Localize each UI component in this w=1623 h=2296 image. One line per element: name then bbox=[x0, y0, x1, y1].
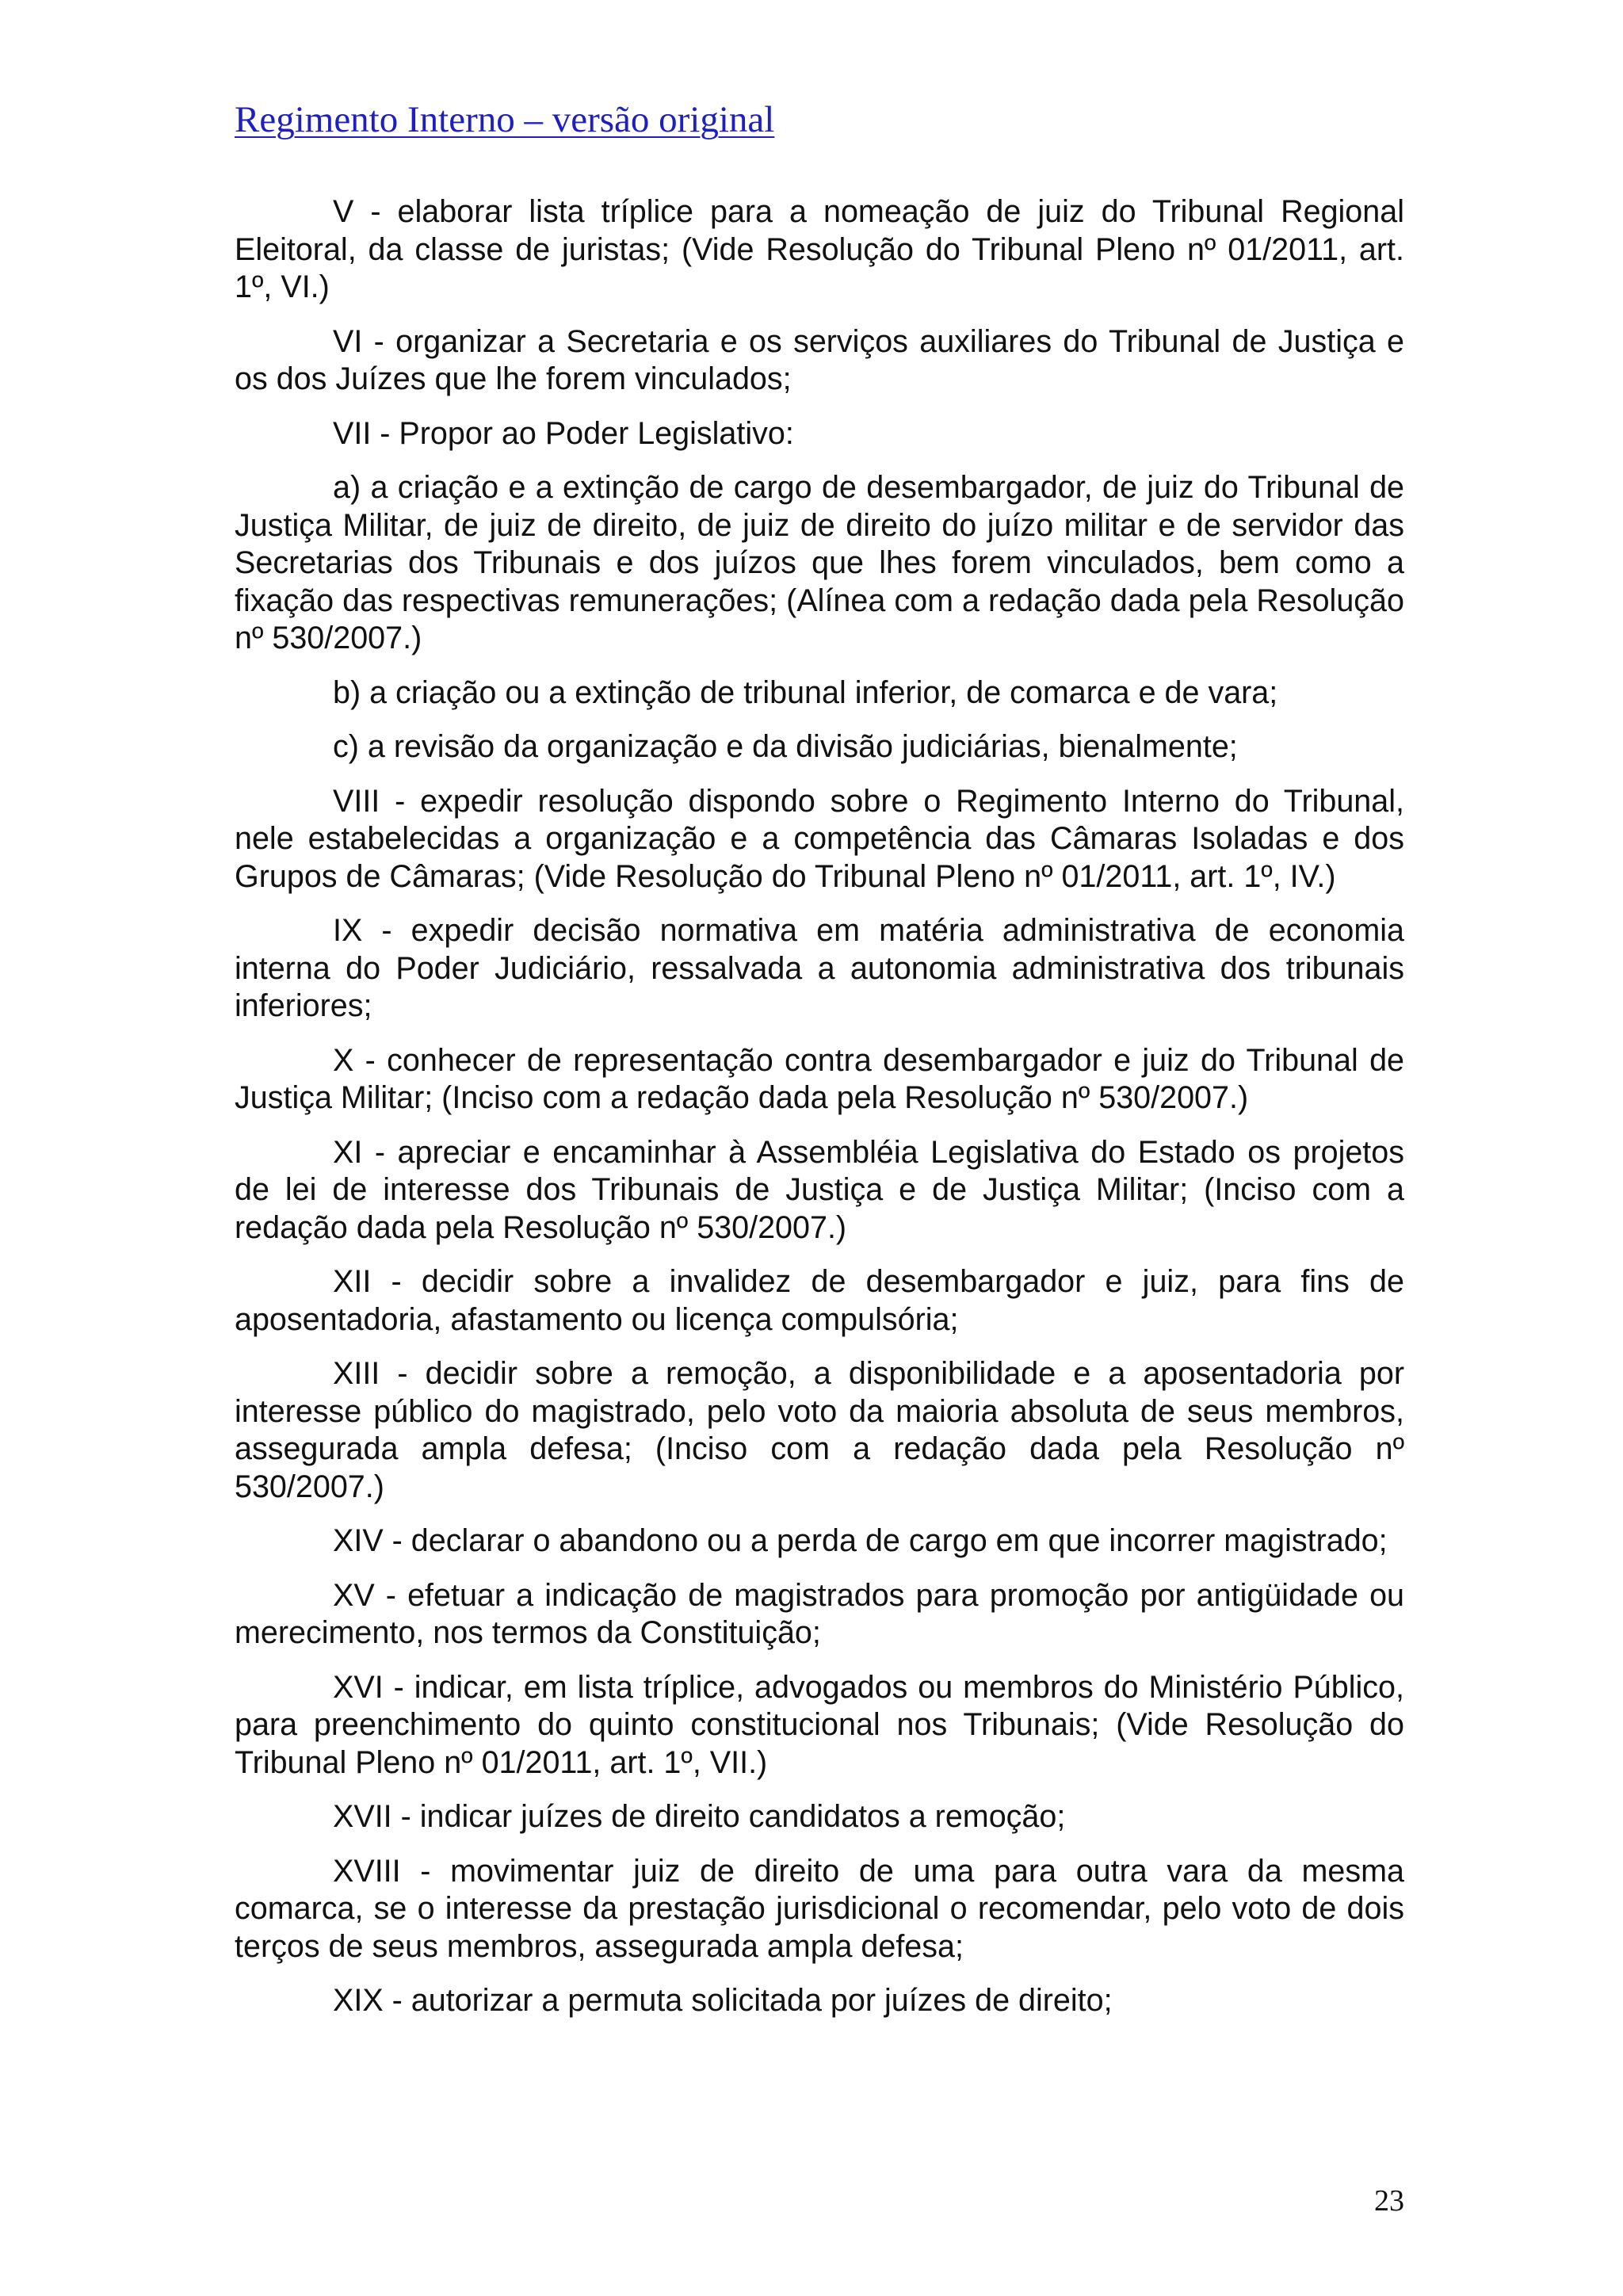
paragraph-inciso-xiii: XIII - decidir sobre a remoção, a disponibilidade e a aposentadoria por interesse público do magistrado, pelo voto da maioria absoluta de seus membros, assegurada ampla defesa; (Inciso com a redação dada pela Resolução nº 530/2007.) bbox=[235, 1356, 1404, 1504]
paragraph-inciso-xi: XI - apreciar e encaminhar à Assembléia Legislativa do Estado os projetos de lei de interesse dos Tribunais de Justiça e de Justiça Militar; (Inciso com a redação dada pela Resolução nº 530/2007.) bbox=[235, 1134, 1404, 1245]
paragraph-inciso-xviii: XVIII - movimentar juiz de direito de uma para outra vara da mesma comarca, se o interesse da prestação jurisdicional o recomendar, pelo voto de dois terços de seus membros, assegurada ampla defesa; bbox=[235, 1853, 1404, 1964]
paragraph-inciso-xiv: XIV - declarar o abandono ou a perda de cargo em que incorrer magistrado; bbox=[333, 1523, 1388, 1558]
paragraph-alinea-a: a) a criação e a extinção de cargo de desembargador, de juiz do Tribunal de Justiça Militar, de juiz de direito, de juiz de direito do juízo militar e de servidor das Secretarias dos Tribunais e dos juízos que lhes forem vinculados, bem como a fixação das respectivas remunerações; (Alínea com a redação dada pela Resolução nº 530/2007.) bbox=[235, 470, 1404, 655]
paragraph-alinea-c: c) a revisão da organização e da divisão judiciárias, bienalmente; bbox=[333, 729, 1238, 764]
paragraph-inciso-xix: XIX - autorizar a permuta solicitada por juízes de direito; bbox=[333, 1983, 1113, 2018]
paragraph-alinea-b: b) a criação ou a extinção de tribunal inferior, de comarca e de vara; bbox=[333, 674, 1278, 710]
paragraph-inciso-v: V - elaborar lista tríplice para a nomeação de juiz do Tribunal Regional Eleitoral, da classe de juristas; (Vide Resolução do Tribunal Pleno nº 01/2011, art. 1º, VI.) bbox=[235, 194, 1404, 304]
document-title-link[interactable]: Regimento Interno – versão original bbox=[235, 99, 775, 140]
paragraph-inciso-vii: VII - Propor ao Poder Legislativo: bbox=[333, 415, 794, 451]
paragraph-inciso-xvii: XVII - indicar juízes de direito candidatos a remoção; bbox=[333, 1799, 1066, 1834]
document-body bbox=[235, 193, 1404, 2037]
paragraph-inciso-ix: IX - expedir decisão normativa em matéria administrativa de economia interna do Poder Judiciário, ressalvada a autonomia administrativa dos tribunais inferiores; bbox=[235, 913, 1404, 1023]
paragraph-inciso-xvi: XVI - indicar, em lista tríplice, advogados ou membros do Ministério Público, para preenchimento do quinto constitucional nos Tribunais; (Vide Resolução do Tribunal Pleno nº 01/2011, art. 1º, VII.) bbox=[235, 1669, 1404, 1780]
paragraph-inciso-xv: XV - efetuar a indicação de magistrados para promoção por antigüidade ou merecimento, nos termos da Constituição; bbox=[235, 1577, 1404, 1650]
paragraph-inciso-viii: VIII - expedir resolução dispondo sobre o Regimento Interno do Tribunal, nele estabelecidas a organização e a competência das Câmaras Isoladas e dos Grupos de Câmaras; (Vide Resolução do Tribunal Pleno nº 01/2011, art. 1º, IV.) bbox=[235, 783, 1404, 894]
page-number: 23 bbox=[1374, 2184, 1404, 2218]
paragraph-inciso-x: X - conhecer de representação contra desembargador e juiz do Tribunal de Justiça Militar; (Inciso com a redação dada pela Resolução nº 530/2007.) bbox=[235, 1042, 1404, 1115]
paragraph-inciso-xii: XII - decidir sobre a invalidez de desembargador e juiz, para fins de aposentadoria, afastamento ou licença compulsória; bbox=[235, 1264, 1404, 1337]
paragraph-inciso-vi: VI - organizar a Secretaria e os serviços auxiliares do Tribunal de Justiça e os dos Juízes que lhe forem vinculados; bbox=[235, 323, 1404, 396]
